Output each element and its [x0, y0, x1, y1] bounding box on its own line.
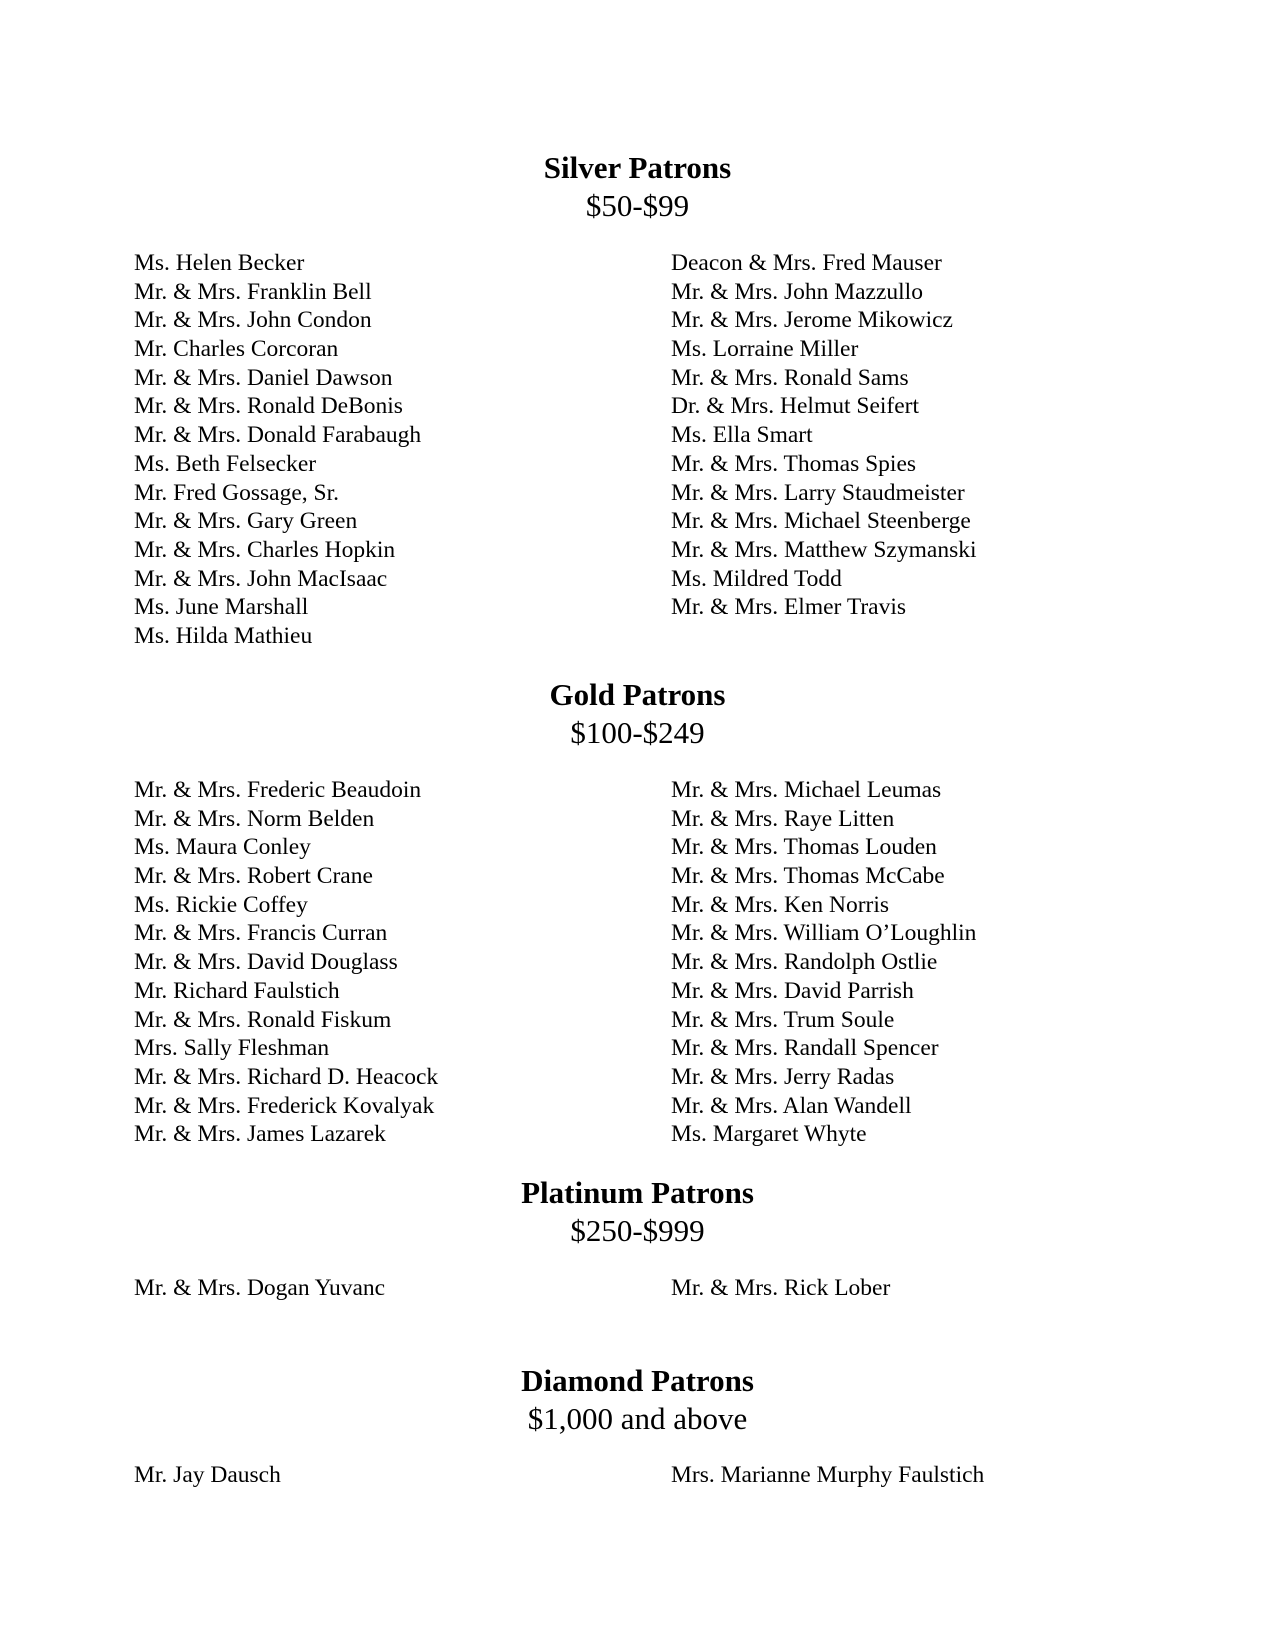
diamond-list-right [671, 1461, 984, 1490]
patron-name: Mr. & Mrs. Thomas Louden [671, 834, 937, 861]
patron-name: Mr. & Mrs. Richard D. Heacock [134, 1063, 439, 1090]
diamond-list-left [134, 1461, 281, 1490]
patron-name: Ms. June Marshall [134, 594, 309, 621]
patron-name: Mr. & Mrs. Michael Steenberge [671, 508, 971, 535]
patron-name: Mr. & Mrs. Trum Soule [671, 1006, 895, 1033]
patron-name: Mr. & Mrs. Franklin Bell [134, 278, 372, 305]
patron-name: Mr. & Mrs. Francis Curran [134, 920, 388, 947]
patron-name: Mr. Charles Corcoran [134, 336, 339, 363]
patron-name: Mr. & Mrs. Daniel Dawson [134, 364, 393, 391]
patron-name: Mr. & Mrs. James Lazarek [134, 1121, 386, 1148]
patron-name: Mr. & Mrs. Larry Staudmeister [671, 479, 965, 506]
patron-name: Mr. & Mrs. Gary Green [134, 508, 358, 535]
gold-range: $100-$249 [570, 715, 705, 750]
platinum-list-left [134, 1274, 385, 1303]
patron-name: Mr. & Mrs. Ronald Sams [671, 364, 909, 391]
patron-name: Mrs. Marianne Murphy Faulstich [671, 1462, 985, 1488]
patron-name: Dr. & Mrs. Helmut Seifert [671, 393, 920, 420]
patron-name: Mr. & Mrs. John Mazzullo [671, 278, 923, 305]
patron-name: Mr. Jay Dausch [134, 1462, 281, 1488]
patron-name: Mr. & Mrs. Alan Wandell [671, 1092, 912, 1119]
patron-name: Mr. & Mrs. Ken Norris [671, 891, 890, 918]
platinum-list-right [671, 1274, 890, 1303]
gold-list-right [671, 776, 976, 1149]
patron-name: Mr. & Mrs. Rick Lober [671, 1275, 891, 1301]
gold-list-left [134, 776, 438, 1149]
patron-name: Mr. & Mrs. Thomas McCabe [671, 863, 945, 890]
patron-name: Mr. & Mrs. John MacIsaac [134, 565, 388, 592]
patron-name: Mr. & Mrs. Jerome Mikowicz [671, 307, 953, 334]
silver-list-right [671, 249, 977, 622]
patron-name: Mr. & Mrs. Matthew Szymanski [671, 536, 977, 563]
patron-name: Mr. & Mrs. Elmer Travis [671, 594, 907, 621]
patron-name: Mr. & Mrs. Jerry Radas [671, 1063, 895, 1090]
patron-name: Ms. Hilda Mathieu [134, 622, 313, 649]
patron-name: Mr. & Mrs. Frederick Kovalyak [134, 1092, 435, 1119]
silver-range: $50-$99 [585, 188, 690, 223]
patron-name: Ms. Maura Conley [134, 834, 311, 861]
platinum-title: Platinum Patrons [521, 1175, 754, 1210]
patron-name: Mr. & Mrs. David Douglass [134, 949, 398, 976]
patron-name: Mr. & Mrs. Raye Litten [671, 805, 895, 832]
patron-name: Ms. Ella Smart [671, 422, 813, 449]
patron-name: Mr. & Mrs. Ronald Fiskum [134, 1006, 392, 1033]
patron-name: Mr. & Mrs. William O’Loughlin [671, 920, 977, 947]
patron-name: Mr. & Mrs. Ronald DeBonis [134, 393, 403, 420]
silver-list-left [134, 249, 421, 651]
patron-name: Mr. Fred Gossage, Sr. [134, 479, 339, 506]
patron-name: Mr. & Mrs. Randolph Ostlie [671, 949, 938, 976]
patron-name: Mr. & Mrs. Charles Hopkin [134, 536, 396, 563]
diamond-range: $1,000 and above [527, 1401, 748, 1436]
patron-name: Mrs. Sally Fleshman [134, 1035, 330, 1062]
patron-name: Mr. & Mrs. Michael Leumas [671, 777, 942, 803]
patron-name: Mr. & Mrs. Donald Farabaugh [134, 422, 422, 449]
patron-name: Ms. Mildred Todd [671, 565, 842, 592]
patron-name: Mr. & Mrs. John Condon [134, 307, 372, 334]
silver-title: Silver Patrons [543, 150, 732, 185]
patron-name: Mr. & Mrs. David Parrish [671, 977, 914, 1004]
patron-name: Mr. Richard Faulstich [134, 977, 340, 1004]
patron-name: Ms. Lorraine Miller [671, 336, 859, 363]
patron-name: Ms. Helen Becker [134, 250, 305, 276]
patron-name: Mr. & Mrs. Randall Spencer [671, 1035, 939, 1062]
patron-name: Mr. & Mrs. Dogan Yuvanc [134, 1275, 386, 1301]
diamond-title: Diamond Patrons [521, 1363, 754, 1398]
gold-title: Gold Patrons [549, 677, 726, 712]
patron-name: Mr. & Mrs. Norm Belden [134, 805, 375, 832]
platinum-range: $250-$999 [570, 1213, 705, 1248]
patron-name: Ms. Rickie Coffey [134, 891, 308, 918]
patron-name: Mr. & Mrs. Robert Crane [134, 863, 373, 890]
patron-name: Deacon & Mrs. Fred Mauser [671, 250, 942, 276]
patron-name: Ms. Beth Felsecker [134, 450, 317, 477]
patron-name: Mr. & Mrs. Thomas Spies [671, 450, 917, 477]
patron-name: Mr. & Mrs. Frederic Beaudoin [134, 777, 422, 803]
patron-name: Ms. Margaret Whyte [671, 1121, 867, 1148]
